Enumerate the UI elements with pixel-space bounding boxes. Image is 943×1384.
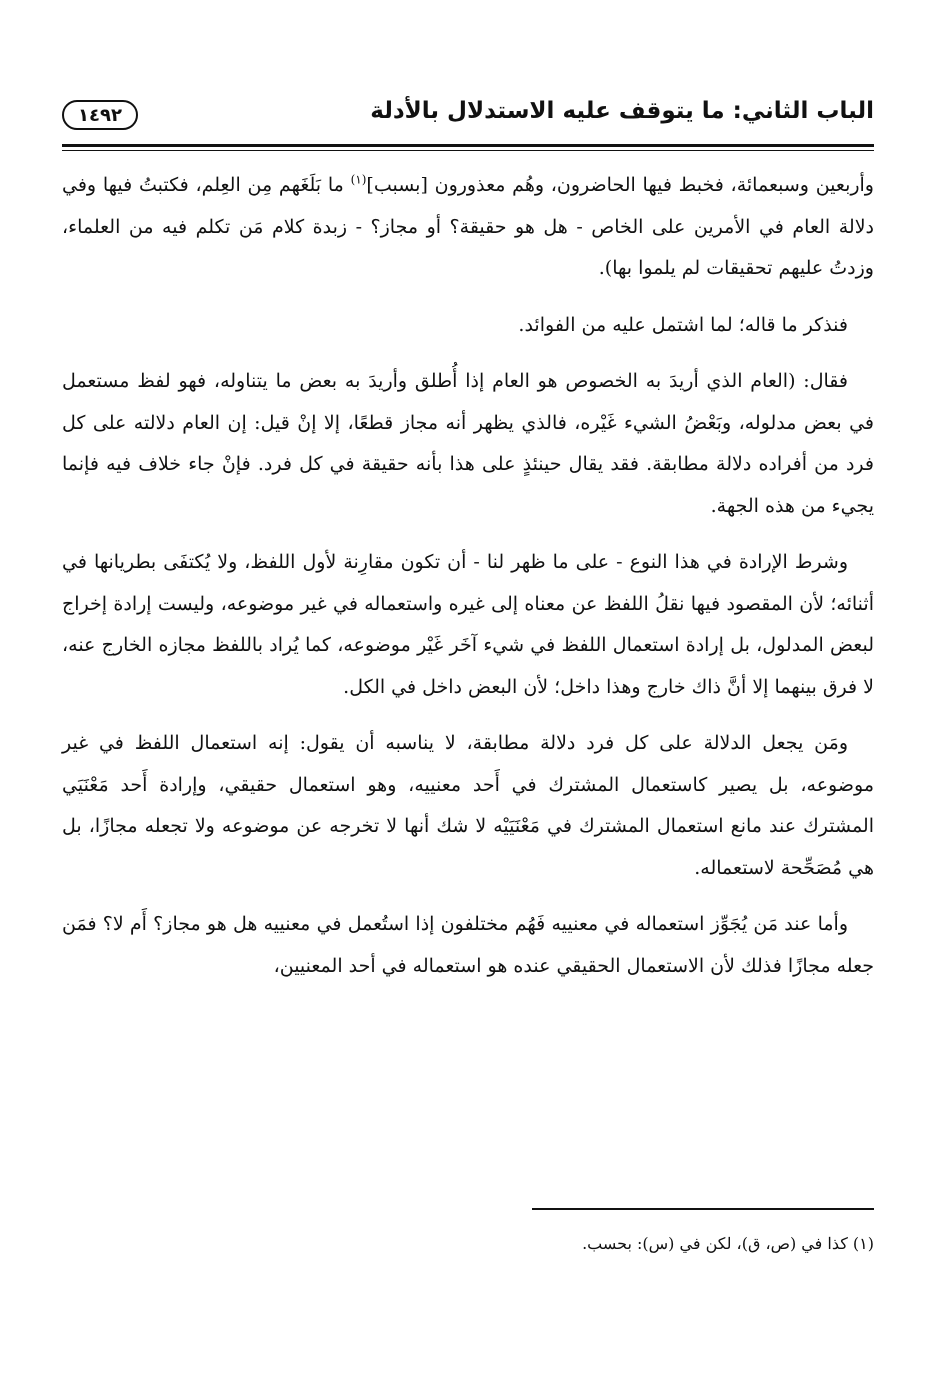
paragraph-4: وشرط الإرادة في هذا النوع - على ما ظهر لنا - أن تكون مقارِنة لأول اللفظ، ولا يُكتفَى بطريانها في أثنائه؛ لأن المقصود فيها نقلُ اللفظ عن معناه إلى غيره واستعماله في غير موضوعه، وليست إرادة إخراج لبعض المدلول، بل إرادة استعمال اللفظ في شيء آخَر غَيْر موضوعه، كما يُراد باللفظ مجازه الخارج عنه، لا فرق بينهما إلا أنَّ ذاك خارج وهذا داخل؛ لأن البعض داخل في الكل. <box>62 551 874 698</box>
footnote-reference: (١) <box>350 172 367 187</box>
footnote: (١) كذا في (ص، ق)، لكن في (س): بحسب. <box>582 1234 874 1253</box>
paragraph-6: وأما عند مَن يُجَوِّز استعماله في معنييه فَهُم مختلفون إذا استُعمل في معنييه هل هو مجاز؟ أَم لا؟ فمَن جعله مجازًا فذلك لأن الاستعمال الحقيقي عنده هو استعماله في أحد المعنيين، <box>62 913 874 977</box>
paragraph-1-tail: ما بَلَغَهم مِن العِلم، <box>195 174 351 196</box>
running-title: الباب الثاني: ما يتوقف عليه الاستدلال بالأدلة <box>370 98 874 124</box>
body-text <box>62 165 874 1002</box>
paragraph-5: ومَن يجعل الدلالة على كل فرد دلالة مطابقة، لا يناسبه أن يقول: إنه استعمال اللفظ في غير موضوعه، بل يصير كاستعمال المشترك في أَحد معنييه، وهو استعمال حقيقي، وإرادة أَحد مَعْنَيَي المشترك عند مانع استعمال المشترك في مَعْنَيَيْه لا شك أنها لا تخرجه عن موضوعه ولا تجعله مجازًا، بل هي مُصَحِّحة لاستعماله. <box>62 732 874 879</box>
header-rule-thick <box>62 144 874 147</box>
paragraph-2: فنذكر ما قاله؛ لما اشتمل عليه من الفوائد. <box>518 313 848 336</box>
page-number: ١٤٩٢ <box>62 100 138 130</box>
page-header <box>62 96 874 140</box>
paragraph-1-text: وأربعين وسبعمائة، فخبط فيها الحاضرون، وهُم معذورون [بسبب] <box>366 174 874 196</box>
footnote-rule <box>532 1208 874 1210</box>
paragraph-1 <box>62 165 874 290</box>
header-rule-thin <box>62 150 874 151</box>
paragraph-3: فقال: (العام الذي أريدَ به الخصوص هو العام إذا أُطلق وأريدَ به بعض ما يتناوله، فهو لفظ مستعمل في بعض مدلوله، وبَعْضُ الشيء غَيْره، فالذي يظهر أنه مجاز قطعًا، إلا إنْ قيل: إن العام دلالته على كل فرد من أفراده دلالة مطابقة. فقد يقال حينئذٍ على هذا بأنه حقيقة في كل فرد. فإنْ جاء خلاف فيه فإنما يجيء من هذه الجهة. <box>62 370 874 517</box>
paragraph-1-cont: فكتبتُ فيها وفي دلالة العام في الأمرين على الخاص - هل هو حقيقة؟ أو مجاز؟ - زبدة كلام مَن تكلم فيه من العلماء، وزدتُ عليهم تحقيقات لم يلموا بها). <box>62 174 874 279</box>
